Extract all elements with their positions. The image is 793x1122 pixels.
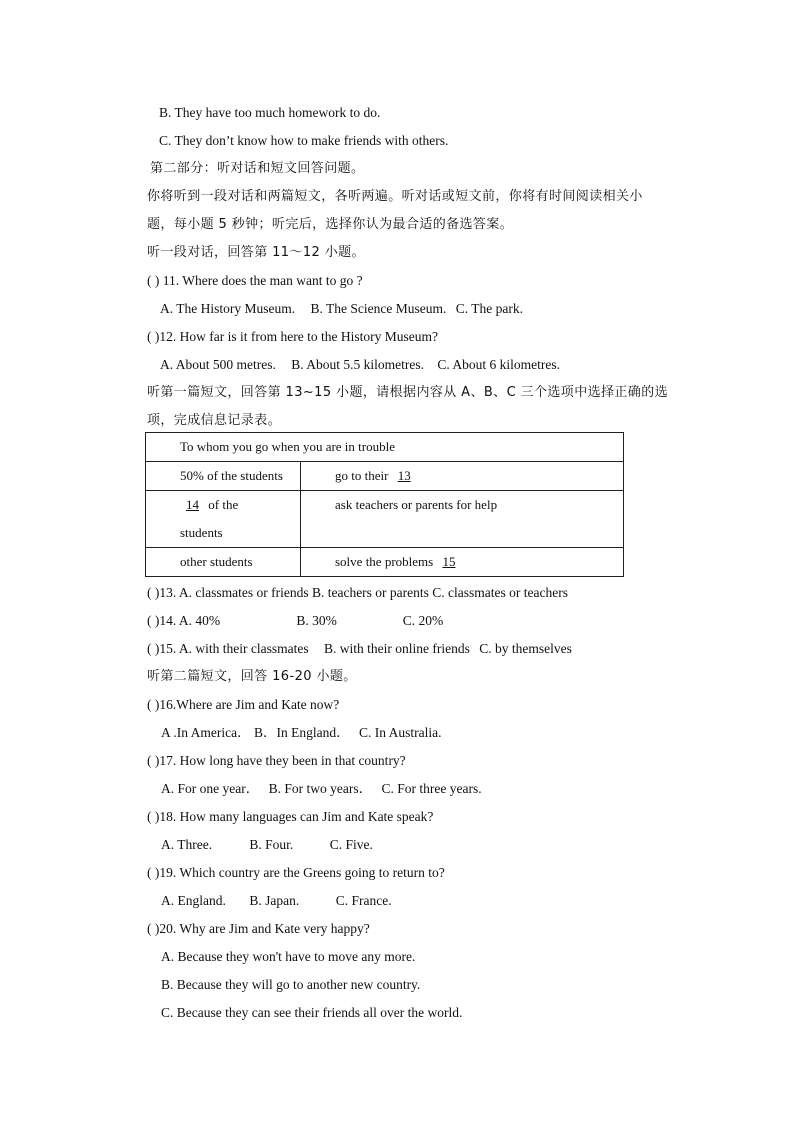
table-cell-text: go to their [335, 468, 389, 483]
q19-stem: ( )19. Which country are the Greens going to return to? [147, 865, 445, 880]
q18-option-a: A. Three. [161, 837, 213, 852]
q11-option-b: B. The Science Museum. [310, 301, 447, 316]
dialogue-heading: 听一段对话，回答第 11～12 小题。 [147, 245, 365, 260]
table-cell: ask teachers or parents for help [301, 491, 624, 548]
q13-stem: ( )13. A. classmates or friends B. teachers or parents C. classmates or teachers [147, 585, 568, 600]
q12-stem: ( )12. How far is it from here to the History Museum? [147, 329, 438, 344]
q19-option-c: C. France. [335, 893, 392, 908]
answer-blank-13: 13 [397, 468, 411, 483]
passage1-line2: 项，完成信息记录表。 [147, 413, 282, 428]
q18-stem: ( )18. How many languages can Jim and Kate speak? [147, 809, 434, 824]
info-record-table [145, 432, 624, 577]
q20-stem: ( )20. Why are Jim and Kate very happy? [147, 921, 370, 936]
q11-option-a: A. The History Museum. [160, 301, 296, 316]
q18-option-c: C. Five. [329, 837, 373, 852]
passage1-line1: 听第一篇短文，回答第 13~15 小题，请根据内容从 A、B、C 三个选项中选择正确的选 [147, 385, 668, 400]
part2-title: 第二部分：听对话和短文回答问题。 [150, 161, 365, 176]
q17-option-a: A. For one year． [161, 781, 260, 796]
q16-options [161, 724, 441, 742]
table-cell-text: of the [208, 497, 239, 512]
table-row [146, 491, 624, 548]
q15-stem: ( )15. A. with their classmates [147, 641, 309, 656]
table-cell [301, 462, 624, 491]
q12-option-b: B. About 5.5 kilometres. [291, 357, 424, 372]
q19-option-b: B. Japan. [249, 893, 300, 908]
table-cell-text: solve the problems [335, 554, 434, 569]
table-row [146, 548, 624, 577]
q17-option-c: C. For three years. [381, 781, 482, 796]
q19-option-a: A. England. [161, 893, 226, 908]
q12-option-a: A. About 500 metres. [160, 357, 276, 372]
q16-stem: ( )16.Where are Jim and Kate now? [147, 697, 340, 712]
q15-options [147, 640, 572, 658]
q12-option-c: C. About 6 kilometres. [437, 357, 560, 372]
q18-options [161, 836, 373, 854]
answer-blank-14: 14 [186, 497, 199, 512]
q17-stem: ( )17. How long have they been in that country? [147, 753, 406, 768]
q20-option-a: A. Because they won't have to move any more. [161, 949, 416, 964]
q14-options [147, 612, 443, 630]
q11-option-c: C. The park. [455, 301, 523, 316]
q14-option-c: C. 20% [402, 613, 444, 628]
table-cell: other students [146, 548, 301, 577]
prev-option-b: B. They have too much homework to do. [159, 105, 381, 120]
q15-option-c: C. by themselves [479, 641, 572, 656]
table-row [146, 433, 624, 462]
q16-option-c: C. In Australia. [358, 725, 442, 740]
q11-stem: ( ) 11. Where does the man want to go ? [147, 273, 363, 288]
passage2-heading: 听第二篇短文，回答 16-20 小题。 [147, 669, 357, 684]
q18-option-b: B. Four. [249, 837, 294, 852]
q12-options [160, 356, 560, 374]
prev-option-c: C. They don’t know how to make friends with others. [159, 133, 449, 148]
table-row [146, 462, 624, 491]
q19-options [161, 892, 392, 910]
table-cell-text: students [180, 525, 223, 540]
q17-options [161, 780, 482, 798]
table-cell: 50% of the students [146, 462, 301, 491]
answer-blank-15: 15 [442, 554, 456, 569]
part2-intro-line1: 你将听到一段对话和两篇短文，各听两遍。听对话或短文前，你将有时间阅读相关小 [147, 189, 643, 204]
table-header-cell: To whom you go when you are in trouble [146, 433, 624, 462]
q14-stem: ( )14. A. 40% [147, 613, 221, 628]
q15-option-b: B. with their online friends [323, 641, 470, 656]
part2-intro-line2: 题，每小题 5 秒钟；听完后，选择你认为最合适的备选答案。 [147, 217, 514, 232]
q16-option-b: B．In England． [253, 725, 350, 740]
table-cell [146, 491, 301, 548]
q20-option-b: B. Because they will go to another new country. [161, 977, 421, 992]
q16-option-a: A .In America． [161, 725, 251, 740]
q14-option-b: B. 30% [296, 613, 337, 628]
table-cell [301, 548, 624, 577]
q17-option-b: B. For two years． [268, 781, 373, 796]
q11-options [160, 300, 523, 318]
q20-option-c: C. Because they can see their friends all over the world. [161, 1005, 463, 1020]
